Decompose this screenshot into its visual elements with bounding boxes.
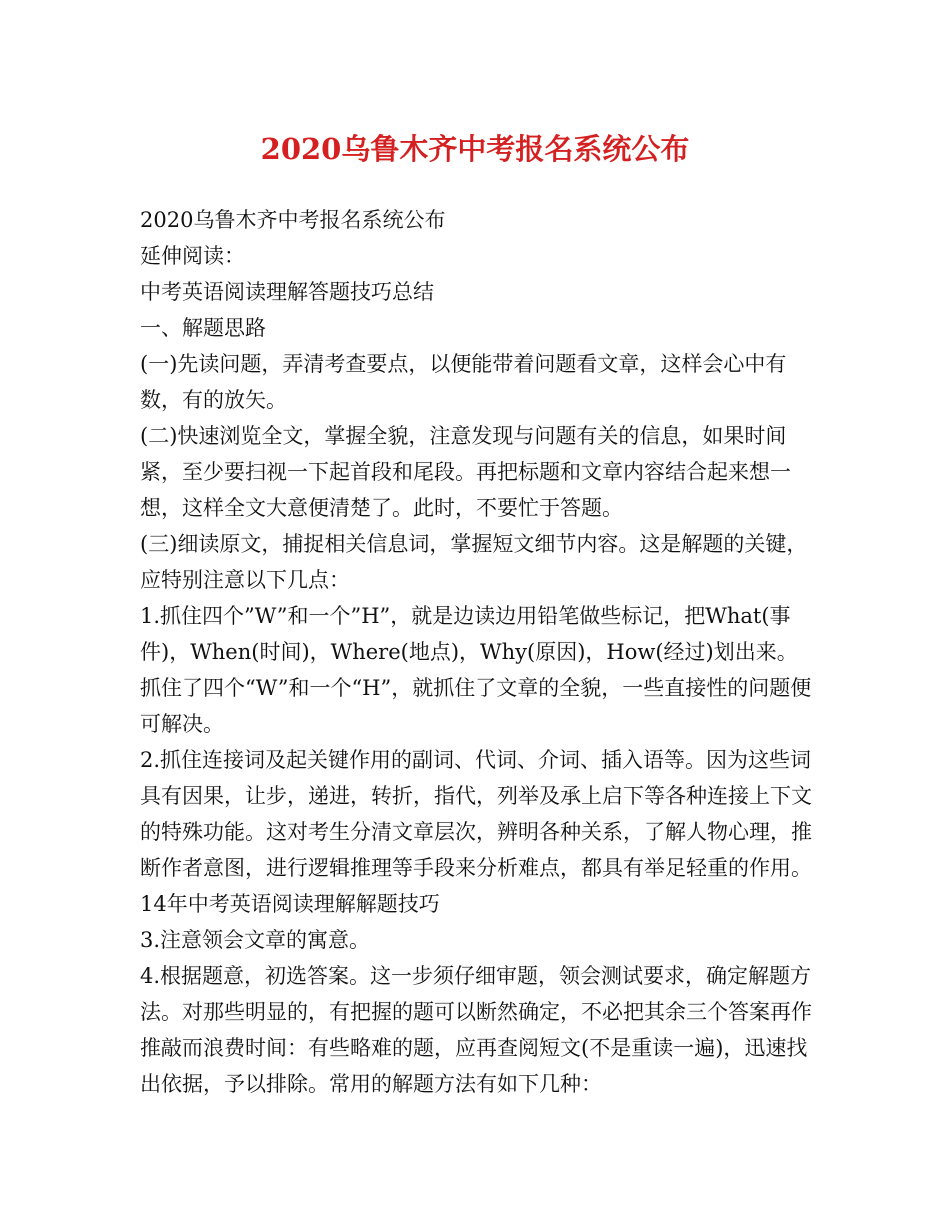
paragraph-point-four: 4.根据题意，初选答案。这一步须仔细审题，领会测试要求，确定解题方法。对那些明显的，有把握的题可以断然确定，不必把其余三个答案再作推敲而浪费时间：有些略难的题，应再查阅短文(不是重读一遍)，迅速找出依据，予以排除。常用的解题方法有如下几种： — [140, 964, 812, 1096]
paragraph-subtitle: 2020乌鲁木齐中考报名系统公布 — [140, 208, 446, 232]
paragraph-point-two: 2.抓住连接词及起关键作用的副词、代词、介词、插入语等。因为这些词具有因果，让步，递进，转折，指代，列举及承上启下等各种连接上下文的特殊功能。这对考生分清文章层次，辨明各种关系，了解人物心理，推断作者意图，进行逻辑推理等手段来分析难点，都具有举足轻重的作用。14年中考英语阅读理解解题技巧 — [140, 748, 812, 916]
document-body — [140, 202, 816, 1102]
paragraph-point-three: 3.注意领会文章的寓意。 — [140, 928, 371, 952]
paragraph-step-three: (三)细读原文，捕捉相关信息词，掌握短文细节内容。这是解题的关键，应特别注意以下几点： — [140, 532, 808, 592]
paragraph-extended-reading: 延伸阅读： — [140, 244, 245, 268]
paragraph-section-heading: 中考英语阅读理解答题技巧总结 — [140, 280, 434, 304]
paragraph-step-two: (二)快速浏览全文，掌握全貌，注意发现与问题有关的信息，如果时间紧，至少要扫视一下起首段和尾段。再把标题和文章内容结合起来想一想，这样全文大意便清楚了。此时，不要忙于答题。 — [140, 424, 791, 520]
document-title: 2020乌鲁木齐中考报名系统公布 — [260, 132, 690, 166]
paragraph-heading-one: 一、解题思路 — [140, 316, 266, 340]
paragraph-point-one: 1.抓住四个”W”和一个”H”，就是边读边用铅笔做些标记，把What(事件)，When(时间)，Where(地点)，Why(原因)，How(经过)划出来。抓住了四个“W”和一个“H”，就抓住了文章的全貌，一些直接性的问题便可解决。 — [140, 604, 812, 736]
paragraph-step-one: (一)先读问题，弄清考查要点，以便能带着问题看文章，这样会心中有数，有的放矢。 — [140, 352, 787, 412]
